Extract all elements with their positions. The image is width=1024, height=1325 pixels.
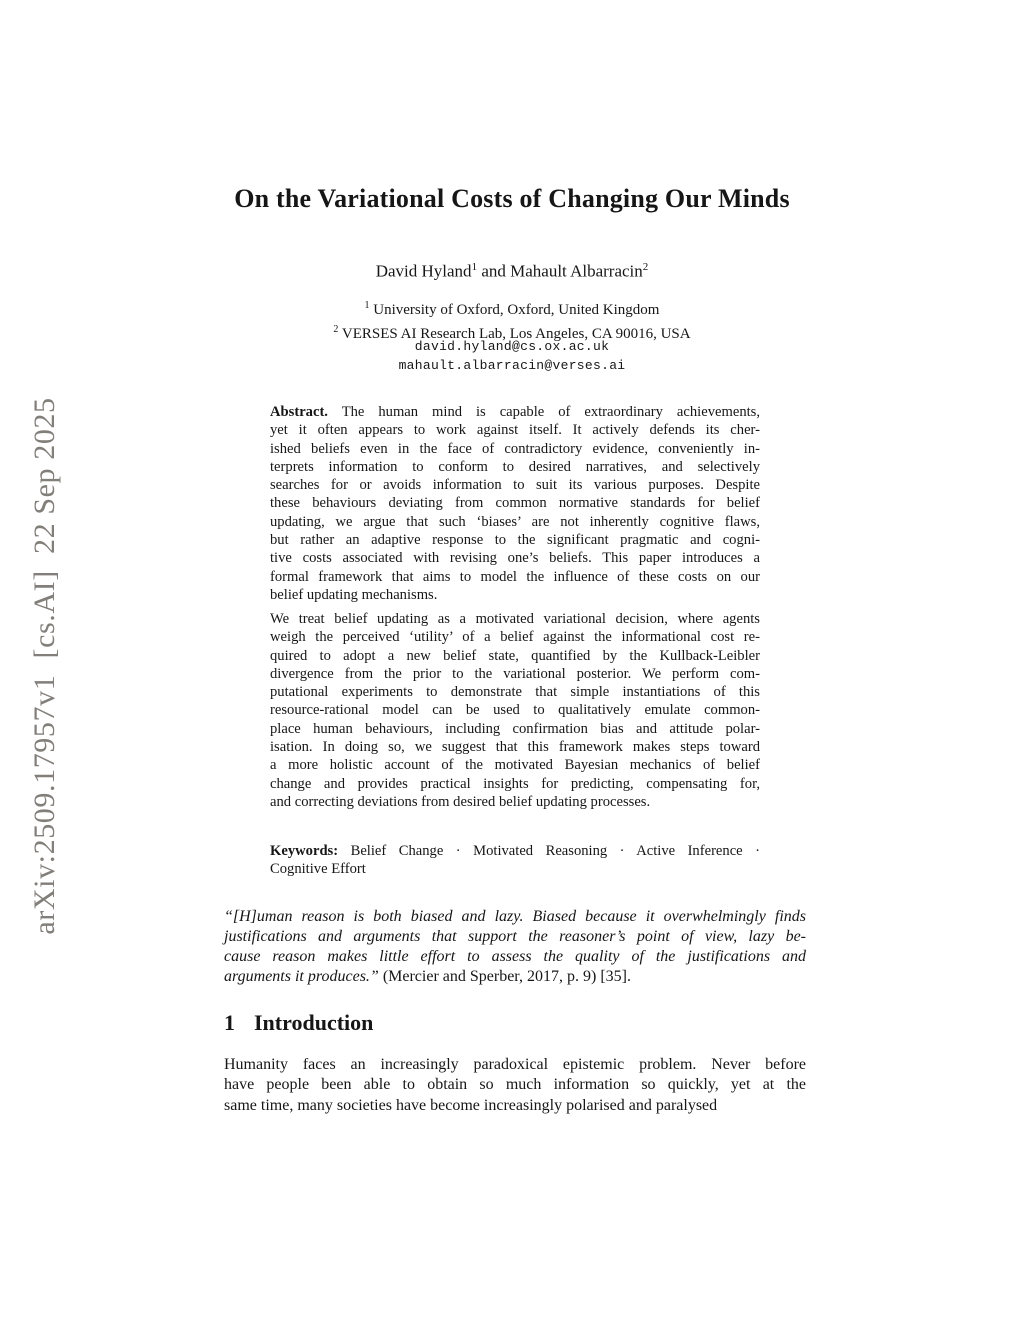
abstract-line: searches for or avoids information to suit its various purposes. Despite — [270, 477, 760, 494]
abstract-line: these behaviours deviating from common normative standards for belief — [270, 495, 760, 512]
section-title: Introduction — [254, 1010, 374, 1035]
arxiv-watermark: arXiv:2509.17957v1 [cs.AI] 22 Sep 2025 — [28, 397, 61, 935]
abstract-line: resource-rational model can be used to qualitatively emulate common- — [270, 702, 760, 719]
quote-line: justifications and arguments that support the reasoner’s point of view, lazy be- — [224, 928, 806, 945]
keywords-block — [270, 842, 760, 879]
section-heading — [224, 1010, 373, 1036]
affiliation-text-2: VERSES AI Research Lab, Los Angeles, CA 90016, USA — [341, 326, 691, 342]
abstract-line: formal framework that aims to model the influence of these costs on our — [270, 568, 760, 585]
abstract-line: a more holistic account of the motivated Bayesian mechanics of belief — [270, 757, 760, 774]
abstract-line: putational experiments to demonstrate that simple instantiations of this — [270, 684, 760, 701]
abstract-line: but rather an adaptive response to the significant pragmatic and cogni- — [270, 532, 760, 549]
email-line-2: mahault.albarracin@verses.ai — [398, 357, 626, 373]
paper-title: On the Variational Costs of Changing Our Minds — [234, 184, 790, 213]
affiliation-marker-2: 2 — [333, 324, 339, 335]
author-affil-mark-1: 1 — [471, 261, 478, 273]
abstract-line: weigh the perceived ‘utility’ of a belief against the informational cost re- — [270, 629, 760, 646]
keywords-line: Keywords: Belief Change · Motivated Reasoning · Active Inference · — [270, 843, 760, 859]
abstract-paragraph-2 — [270, 610, 760, 811]
affiliation-text-1: University of Oxford, Oxford, United Kingdom — [373, 302, 660, 318]
abstract-line: place human behaviours, including confirmation bias and attitude polar- — [270, 720, 760, 737]
body-line: same time, many societies have become increasingly polarised and paralysed — [224, 1096, 718, 1114]
emails-block — [212, 338, 812, 375]
quote-block — [224, 907, 806, 987]
affiliation-line-1 — [162, 296, 862, 320]
abstract-line: terprets information to conform to desired narratives, and selectively — [270, 458, 760, 475]
abstract-line: yet it often appears to work against itself. It actively defends its cher- — [270, 422, 760, 439]
intro-paragraph — [224, 1055, 806, 1116]
abstract-line: change and provides practical insights for predicting, compensating for, — [270, 775, 760, 792]
abstract-line: quired to adopt a new belief state, quantified by the Kullback-Leibler — [270, 647, 760, 664]
author-affil-mark-2: 2 — [642, 261, 649, 273]
affiliation-marker-1: 1 — [364, 300, 370, 311]
body-line: Humanity faces an increasingly paradoxical epistemic problem. Never before — [224, 1056, 806, 1073]
quote-citation: (Mercier and Sperber, 2017, p. 9) [35]. — [378, 968, 631, 985]
abstract-line: We treat belief updating as a motivated variational decision, where agents — [270, 611, 760, 627]
abstract-line: divergence from the prior to the variational posterior. We perform com- — [270, 665, 760, 682]
author-name-1: David Hyland — [375, 261, 472, 281]
author-name-2: Mahault Albarracin — [510, 261, 643, 281]
keywords-label: Keywords: — [270, 843, 339, 859]
authors-separator: and — [477, 261, 511, 281]
section-number: 1 — [224, 1010, 235, 1035]
abstract-line: belief updating mechanisms. — [270, 586, 438, 603]
abstract-label: Abstract. — [270, 404, 328, 420]
abstract-paragraph-1 — [270, 403, 760, 604]
email-line-1: david.hyland@cs.ox.ac.uk — [414, 339, 610, 354]
quote-closing: arguments it produces.” — [224, 968, 379, 985]
abstract-line: isation. In doing so, we suggest that this framework makes steps toward — [270, 739, 760, 756]
quote-line: “[H]uman reason is both biased and lazy. Biased because it overwhelmingly finds — [224, 908, 806, 925]
keywords-line: Cognitive Effort — [270, 861, 366, 878]
abstract-line: and correcting deviations from desired belief updating processes. — [270, 793, 651, 810]
quote-line — [224, 967, 806, 987]
body-line: have people been able to obtain so much information so quickly, yet at the — [224, 1076, 806, 1094]
abstract-line: updating, we argue that such ‘biases’ are not inherently cognitive flaws, — [270, 513, 760, 530]
abstract-line: Abstract. The human mind is capable of extraordinary achievements, — [270, 404, 760, 420]
quote-line: cause reason makes little effort to assess the quality of the justifications and — [224, 948, 806, 965]
abstract-line: tive costs associated with revising one’s beliefs. This paper introduces a — [270, 550, 760, 567]
abstract-line: ished beliefs even in the face of contradictory evidence, conveniently in- — [270, 440, 760, 457]
affiliations-block — [162, 296, 862, 344]
authors-line — [212, 261, 812, 282]
